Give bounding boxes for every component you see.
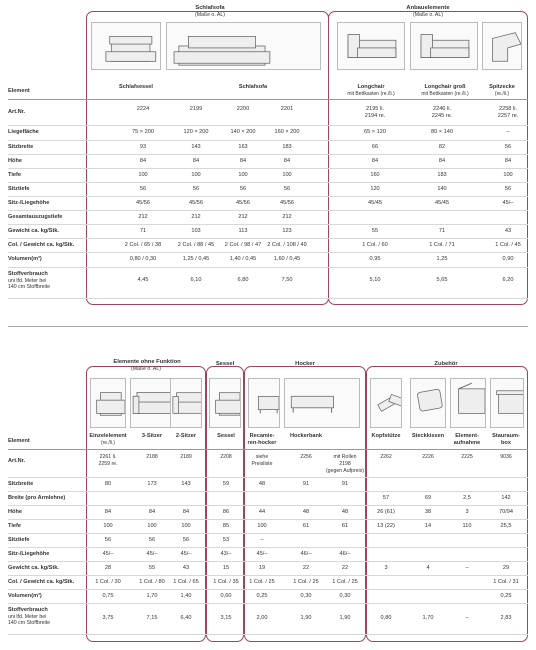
cell-top-3-3: 84: [283, 158, 291, 164]
cell-top-3-4: 84: [371, 158, 379, 164]
rule-top-3: [8, 168, 528, 169]
col-name-top-2: Schlafsofa: [238, 84, 268, 90]
cell-bottom-4-2: 100: [181, 523, 191, 529]
cell-bottom-7-1: 55: [148, 565, 156, 571]
cell-top-8-0: 71: [139, 228, 147, 234]
thumb-bottom-10-drawing: [491, 379, 523, 427]
cell-bottom-8-3: 1 Col. / 35: [213, 579, 239, 585]
row-label-bottom-2: Breite (pro Armlehne): [8, 495, 66, 501]
col-name-bottom-9: Element- aufnahme: [453, 433, 481, 446]
cell-bottom-0-10: 9036: [500, 454, 512, 460]
cell-bottom-6-6: 46/–: [339, 551, 351, 557]
cell-bottom-3-8: 38: [424, 509, 432, 515]
cell-bottom-2-10: 142: [501, 495, 511, 501]
rule-bottom-4: [8, 533, 528, 534]
cell-bottom-7-8: 4: [426, 565, 430, 571]
cell-bottom-5-1: 56: [148, 537, 156, 543]
cell-bottom-3-9: 3: [465, 509, 469, 515]
col-note-bottom-0: (re./li.): [100, 440, 116, 446]
rule-bottom-0: [8, 477, 528, 478]
cell-top-7-2: 212: [238, 214, 248, 220]
cell-bottom-0-8: 2226: [422, 454, 434, 460]
cell-bottom-4-0: 100: [103, 523, 113, 529]
rule-bottom-1: [8, 491, 528, 492]
cell-top-4-1: 100: [191, 172, 201, 178]
thumb-bottom-7: [370, 378, 402, 428]
cell-top-3-2: 84: [239, 158, 247, 164]
cell-top-4-4: 160: [370, 172, 380, 178]
thumb-bottom-3-drawing: [210, 379, 240, 427]
rule-bottom-9: [8, 603, 528, 604]
cell-top-11-4: 5,10: [369, 277, 381, 283]
cell-top-1-5: 80 × 140: [431, 129, 453, 135]
row-label-top-1: Liegefläche: [8, 129, 39, 135]
row-sublabel-top-11: uni lfd. Meter bei 140 cm Stoffbreite: [8, 278, 51, 290]
thumb-schlafsessel: [91, 22, 161, 70]
cell-top-8-5: 71: [438, 228, 446, 234]
cell-bottom-3-4: 44: [258, 509, 266, 515]
cell-bottom-3-7: 26 (61): [377, 509, 395, 515]
thumb-spitzecke: [482, 22, 522, 70]
cell-top-0-5: 2246 li. 2245 re.: [431, 106, 453, 119]
cell-bottom-9-1: 1,70: [146, 593, 158, 599]
col-name-bottom-5: Hockerbank: [289, 433, 323, 439]
cell-bottom-0-0: 2261 li. 2259 re.: [98, 454, 118, 467]
rule-top-9: [8, 252, 528, 253]
cell-bottom-5-2: 56: [182, 537, 190, 543]
row-label-top-7: Gesamtauszugstiefe: [8, 214, 63, 220]
cell-bottom-8-10: 1 Col. / 31: [493, 579, 519, 585]
cell-bottom-9-0: 0,75: [102, 593, 114, 599]
cell-bottom-4-9: 110: [462, 523, 472, 529]
row-label-bottom-5: Sitztiefe: [8, 537, 30, 543]
cell-bottom-3-1: 84: [148, 509, 156, 515]
cell-top-5-5: 140: [437, 186, 447, 192]
row-label-bottom-8: Col. / Gewicht ca. kg/Stk.: [8, 579, 75, 585]
cell-bottom-9-2: 1,40: [180, 593, 192, 599]
rule-bottom-3: [8, 519, 528, 520]
section-divider: [8, 326, 528, 327]
cell-bottom-4-4: 100: [257, 523, 267, 529]
thumb-schlafsessel-drawing: [92, 23, 160, 69]
cell-bottom-10-3: 3,15: [220, 615, 232, 621]
cell-bottom-7-3: 15: [222, 565, 230, 571]
cell-bottom-8-0: 1 Col. / 30: [95, 579, 121, 585]
col-name-bottom-8: Steckkissen: [411, 433, 445, 439]
cell-bottom-1-4: 48: [258, 481, 266, 487]
cell-top-2-6: 56: [504, 144, 512, 150]
rule-top-4: [8, 182, 528, 183]
header-label-top: Element: [8, 88, 30, 94]
group-title-ohne-funktion: Elemente ohne Funktion: [113, 359, 181, 365]
cell-top-7-3: 212: [282, 214, 292, 220]
thumb-spitzecke-drawing: [483, 23, 521, 69]
cell-bottom-0-6: mit Rollen 2198 (gegen Aufpreis): [325, 454, 365, 474]
cell-bottom-3-10: 70/94: [499, 509, 513, 515]
cell-top-5-1: 56: [192, 186, 200, 192]
cell-bottom-7-2: 43: [182, 565, 190, 571]
rule-top-7: [8, 224, 528, 225]
cell-bottom-7-6: 22: [341, 565, 349, 571]
cell-bottom-7-0: 28: [104, 565, 112, 571]
cell-bottom-8-6: 1 Col. / 25: [332, 579, 358, 585]
cell-bottom-10-10: 2,83: [500, 615, 512, 621]
cell-top-6-0: 45/56: [136, 200, 150, 206]
row-label-bottom-4: Tiefe: [8, 523, 21, 529]
cell-top-3-6: 84: [504, 158, 512, 164]
cell-bottom-8-1: 1 Col. / 80: [139, 579, 165, 585]
row-label-top-6: Sitz-/Liegehöhe: [8, 200, 50, 206]
cell-top-3-0: 84: [139, 158, 147, 164]
cell-top-11-6: 6,20: [502, 277, 514, 283]
cell-bottom-5-3: 53: [222, 537, 230, 543]
row-label-bottom-1: Sitzbreite: [8, 481, 34, 487]
cell-top-8-2: 113: [238, 228, 248, 234]
thumb-bottom-10: [490, 378, 524, 428]
rule-top-8: [8, 238, 528, 239]
row-label-top-3: Höhe: [8, 158, 22, 164]
cell-top-6-1: 45/56: [189, 200, 203, 206]
thumb-schlafsofa-drawing: [167, 23, 320, 69]
cell-top-2-5: 82: [438, 144, 446, 150]
cell-top-9-6: 1 Col. / 45: [495, 242, 521, 248]
thumb-longchair-drawing: [338, 23, 404, 69]
cell-top-10-6: 0,90: [502, 256, 514, 262]
cell-top-11-5: 5,65: [436, 277, 448, 283]
cell-top-6-2: 45/56: [236, 200, 250, 206]
cell-bottom-0-9: 2225: [461, 454, 473, 460]
cell-top-6-3: 45/56: [280, 200, 294, 206]
rule-bottom-7: [8, 575, 528, 576]
cell-bottom-7-7: 3: [384, 565, 388, 571]
cell-top-3-5: 84: [438, 158, 446, 164]
rule-bottom-5: [8, 547, 528, 548]
cell-top-0-3: 2201: [280, 106, 294, 112]
cell-bottom-6-1: 45/–: [146, 551, 158, 557]
cell-bottom-2-9: 2,5: [463, 495, 471, 501]
row-label-top-11: Stoffverbrauch: [8, 271, 48, 277]
group-subtitle-ohne-funktion: (Maße o. AL): [131, 366, 161, 372]
cell-top-9-0: 2 Col. / 65 / 38: [124, 242, 162, 248]
cell-bottom-8-4: 1 Col. / 25: [249, 579, 275, 585]
cell-top-10-2: 1,40 / 0,45: [229, 256, 257, 262]
thumb-bottom-5: [284, 378, 360, 428]
thumb-bottom-0-drawing: [91, 379, 125, 427]
row-label-top-5: Sitztiefe: [8, 186, 30, 192]
cell-bottom-5-0: 56: [104, 537, 112, 543]
cell-top-1-4: 65 × 120: [364, 129, 386, 135]
thumb-longchair: [337, 22, 405, 70]
cell-top-5-3: 56: [283, 186, 291, 192]
cell-top-9-3: 2 Col. / 108 / 49: [267, 242, 307, 248]
cell-bottom-4-10: 25,5: [500, 523, 512, 529]
thumb-longchair-gross: [410, 22, 478, 70]
rule-top-1: [8, 140, 528, 141]
thumb-bottom-0: [90, 378, 126, 428]
group-title-sessel: Sessel: [215, 361, 235, 367]
cell-bottom-6-5: 46/–: [300, 551, 312, 557]
cell-bottom-10-7: 0,80: [380, 615, 392, 621]
cell-bottom-0-2: 2189: [180, 454, 192, 460]
cell-top-1-3: 160 × 200: [274, 129, 300, 135]
group-subtitle-schlafsofa: (Maße o. AL): [195, 12, 225, 18]
cell-bottom-10-6: 1,90: [339, 615, 351, 621]
col-name-bottom-7: Kopfstütze: [371, 433, 401, 439]
col-note-top-4: mit Bettkasten (re./li.): [347, 91, 395, 97]
cell-top-4-6: 100: [503, 172, 513, 178]
cell-top-0-2: 2200: [236, 106, 250, 112]
cell-bottom-2-7: 57: [382, 495, 390, 501]
cell-top-10-4: 0,95: [369, 256, 381, 262]
cell-bottom-6-0: 45/–: [102, 551, 114, 557]
cell-top-2-1: 143: [191, 144, 201, 150]
rule-top-6: [8, 210, 528, 211]
col-name-bottom-1: 3-Sitzer: [141, 433, 163, 439]
cell-top-8-6: 43: [504, 228, 512, 234]
group-title-schlafsofa: Schlafsofa: [195, 5, 225, 11]
group-subtitle-anbauelemente: (Maße o. AL): [413, 12, 443, 18]
row-label-bottom-6: Sitz-/Liegehöhe: [8, 551, 50, 557]
cell-top-11-2: 6,80: [237, 277, 249, 283]
cell-bottom-10-5: 1,90: [300, 615, 312, 621]
cell-bottom-10-8: 1,70: [422, 615, 434, 621]
row-label-top-0: Art.Nr.: [8, 109, 26, 115]
row-label-bottom-7: Gewicht ca. kg/Stk.: [8, 565, 59, 571]
thumb-bottom-3: [209, 378, 241, 428]
rule-top-0: [8, 125, 528, 126]
thumb-bottom-5-drawing: [285, 379, 359, 427]
cell-bottom-0-3: 2208: [220, 454, 232, 460]
col-name-bottom-4: Recamie- ren-hocker: [247, 433, 277, 446]
cell-top-0-1: 2199: [189, 106, 203, 112]
cell-top-4-2: 100: [238, 172, 248, 178]
cell-bottom-9-10: 0,25: [500, 593, 512, 599]
rule-bottom-10: [8, 634, 528, 635]
col-name-bottom-2: 2-Sitzer: [175, 433, 197, 439]
cell-bottom-9-4: 0,25: [256, 593, 268, 599]
cell-top-9-5: 1 Col. / 71: [429, 242, 455, 248]
row-label-top-9: Col. / Gewicht ca. kg/Stk.: [8, 242, 75, 248]
cell-bottom-4-8: 14: [424, 523, 432, 529]
col-name-bottom-3: Sessel: [217, 433, 235, 439]
row-label-top-2: Sitzbreite: [8, 144, 34, 150]
cell-bottom-1-2: 143: [181, 481, 191, 487]
thumb-bottom-4-drawing: [249, 379, 279, 427]
row-label-bottom-0: Art.Nr.: [8, 458, 26, 464]
cell-top-10-5: 1,25: [436, 256, 448, 262]
cell-top-5-2: 56: [239, 186, 247, 192]
thumb-bottom-8: [410, 378, 446, 428]
cell-bottom-10-2: 6,40: [180, 615, 192, 621]
cell-bottom-0-7: 2262: [380, 454, 392, 460]
cell-bottom-0-5: 2256: [300, 454, 312, 460]
cell-bottom-3-6: 48: [341, 509, 349, 515]
cell-top-10-3: 1,60 / 0,45: [273, 256, 301, 262]
thumb-schlafsofa: [166, 22, 321, 70]
cell-bottom-10-9: –: [465, 615, 469, 621]
cell-bottom-5-4: –: [260, 537, 264, 543]
rule-top-header: [8, 99, 528, 100]
thumb-bottom-9-drawing: [451, 379, 485, 427]
cell-top-0-4: 2195 li. 2194 re.: [364, 106, 386, 119]
cell-bottom-7-10: 29: [502, 565, 510, 571]
group-title-hocker: Hocker: [295, 361, 315, 367]
rule-top-5: [8, 196, 528, 197]
cell-top-5-4: 120: [370, 186, 380, 192]
cell-top-6-6: 45/–: [502, 200, 514, 206]
col-name-bottom-0: Einzelelement: [89, 433, 127, 439]
row-label-top-8: Gewicht ca. kg/Stk.: [8, 228, 59, 234]
rule-top-11: [8, 298, 528, 299]
thumb-bottom-2-drawing: [171, 379, 201, 427]
cell-bottom-8-2: 1 Col. / 65: [173, 579, 199, 585]
cell-top-3-1: 84: [192, 158, 200, 164]
cell-top-11-0: 4,45: [137, 277, 149, 283]
header-label-bottom: Element: [8, 438, 30, 444]
cell-top-8-3: 123: [282, 228, 292, 234]
cell-top-0-0: 2224: [136, 106, 150, 112]
cell-bottom-8-5: 1 Col. / 25: [293, 579, 319, 585]
col-name-top-0: Schlafsessel: [119, 84, 153, 90]
col-name-top-4: Longchair: [357, 84, 385, 90]
cell-top-0-6: 2258 li. 2257 re.: [497, 106, 519, 119]
cell-top-4-5: 183: [437, 172, 447, 178]
cell-top-9-4: 1 Col. / 60: [362, 242, 388, 248]
cell-top-9-1: 2 Col. / 88 / 45: [177, 242, 215, 248]
cell-bottom-3-5: 48: [302, 509, 310, 515]
group-title-zubehoer: Zubehör: [434, 361, 458, 367]
rule-top-2: [8, 154, 528, 155]
cell-top-1-0: 75 × 200: [132, 129, 154, 135]
cell-bottom-10-0: 3,75: [102, 615, 114, 621]
row-label-top-10: Volumen(m³): [8, 256, 42, 262]
cell-bottom-1-3: 59: [222, 481, 230, 487]
cell-bottom-6-3: 43/–: [220, 551, 232, 557]
thumb-bottom-9: [450, 378, 486, 428]
cell-bottom-6-4: 45/–: [256, 551, 268, 557]
cell-bottom-9-3: 0,60: [220, 593, 232, 599]
thumb-bottom-7-drawing: [371, 379, 401, 427]
cell-bottom-7-4: 19: [258, 565, 266, 571]
cell-bottom-4-3: 85: [222, 523, 230, 529]
cell-top-2-3: 183: [282, 144, 292, 150]
cell-top-2-4: 66: [371, 144, 379, 150]
col-note-top-6: (re./li.): [494, 91, 510, 97]
rule-bottom-2: [8, 505, 528, 506]
col-name-top-6: Spitzecke: [489, 84, 515, 90]
cell-bottom-4-5: 61: [302, 523, 310, 529]
cell-top-5-0: 56: [139, 186, 147, 192]
row-label-top-4: Tiefe: [8, 172, 21, 178]
cell-top-1-6: –: [506, 129, 510, 135]
cell-top-7-1: 212: [191, 214, 201, 220]
row-sublabel-bottom-10: uni lfd. Meter bei 140 cm Stoffbreite: [8, 614, 51, 626]
cell-top-5-6: 56: [504, 186, 512, 192]
cell-top-6-5: 45/45: [435, 200, 449, 206]
cell-bottom-3-2: 84: [182, 509, 190, 515]
group-title-anbauelemente: Anbauelemente: [406, 5, 450, 11]
cell-bottom-9-6: 0,30: [339, 593, 351, 599]
thumb-bottom-8-drawing: [411, 379, 445, 427]
cell-top-2-2: 163: [238, 144, 248, 150]
cell-top-11-1: 6,10: [190, 277, 202, 283]
cell-bottom-10-4: 2,00: [256, 615, 268, 621]
cell-top-2-0: 93: [139, 144, 147, 150]
cell-top-8-1: 103: [191, 228, 201, 234]
thumb-bottom-4: [248, 378, 280, 428]
rule-bottom-8: [8, 589, 528, 590]
cell-top-7-0: 212: [138, 214, 148, 220]
row-label-bottom-9: Volumen(m³): [8, 593, 42, 599]
cell-top-10-0: 0,80 / 0,30: [129, 256, 157, 262]
row-label-bottom-10: Stoffverbrauch: [8, 607, 48, 613]
thumb-bottom-2: [170, 378, 202, 428]
cell-top-4-0: 100: [138, 172, 148, 178]
cell-bottom-4-1: 100: [147, 523, 157, 529]
cell-bottom-0-1: 2188: [146, 454, 158, 460]
row-label-bottom-3: Höhe: [8, 509, 22, 515]
col-name-bottom-10: Stauraum- box: [492, 433, 520, 446]
cell-bottom-10-1: 7,15: [146, 615, 158, 621]
cell-bottom-1-1: 173: [147, 481, 157, 487]
cell-bottom-0-4: siehe Preisliste: [251, 454, 273, 467]
cell-bottom-7-5: 22: [302, 565, 310, 571]
thumb-longchair-gross-drawing: [411, 23, 477, 69]
rule-top-10: [8, 267, 528, 268]
cell-bottom-3-3: 86: [222, 509, 230, 515]
cell-bottom-6-2: 45/–: [180, 551, 192, 557]
cell-top-6-4: 45/45: [368, 200, 382, 206]
cell-top-1-2: 140 × 200: [230, 129, 256, 135]
col-note-top-5: mit Bettkasten (re./li.): [421, 91, 469, 97]
cell-bottom-2-8: 69: [424, 495, 432, 501]
rule-bottom-header: [8, 449, 528, 450]
col-name-top-5: Longchair groß: [424, 84, 466, 90]
cell-bottom-9-5: 0,30: [300, 593, 312, 599]
cell-top-10-1: 1,25 / 0,45: [182, 256, 210, 262]
cell-bottom-4-6: 61: [341, 523, 349, 529]
cell-bottom-4-7: 13 (22): [377, 523, 395, 529]
cell-bottom-1-0: 80: [104, 481, 112, 487]
cell-bottom-3-0: 84: [104, 509, 112, 515]
cell-top-1-1: 120 × 200: [183, 129, 209, 135]
cell-top-4-3: 100: [282, 172, 292, 178]
cell-bottom-1-6: 91: [341, 481, 349, 487]
rule-bottom-6: [8, 561, 528, 562]
cell-bottom-7-9: –: [465, 565, 469, 571]
cell-top-11-3: 7,50: [281, 277, 293, 283]
cell-bottom-1-5: 91: [302, 481, 310, 487]
cell-top-8-4: 55: [371, 228, 379, 234]
cell-top-9-2: 2 Col. / 98 / 47: [224, 242, 262, 248]
